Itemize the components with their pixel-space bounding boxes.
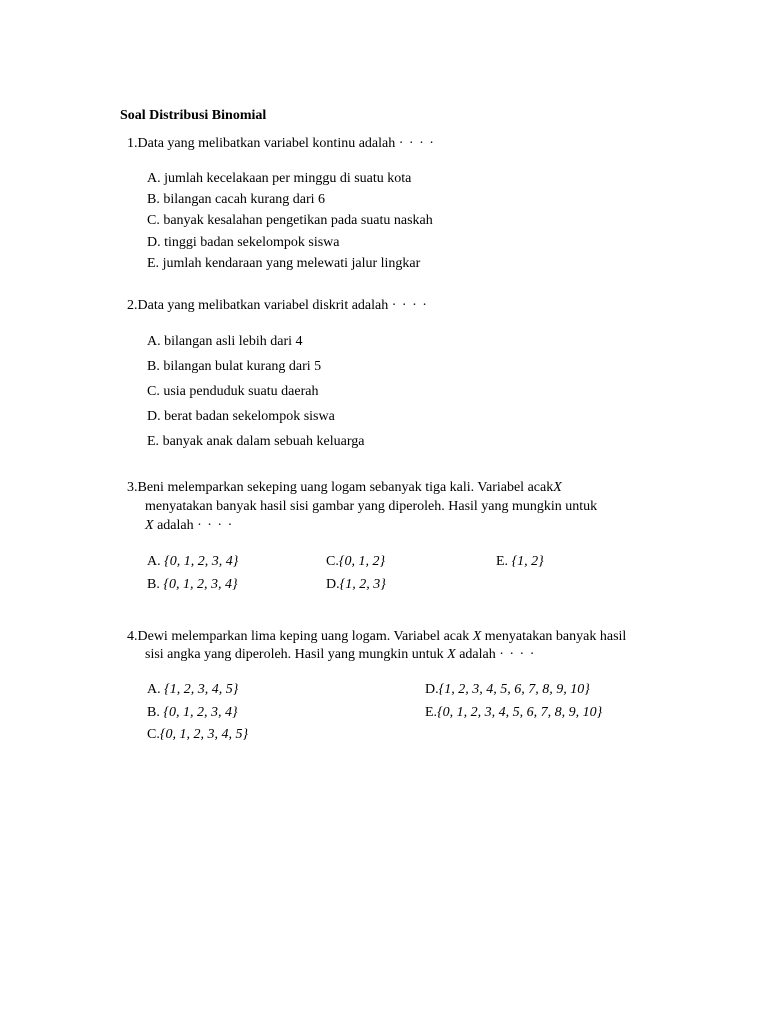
question-number: 4.: [127, 629, 138, 644]
option-letter: C.: [147, 213, 160, 228]
question-text: Dewi melemparkan lima keping uang logam. Variabel acak: [137, 629, 470, 644]
question-text: sisi angka yang diperoleh. Hasil yang mungkin untuk: [145, 647, 444, 662]
question-number: 1.: [127, 136, 138, 151]
option-text: bilangan asli lebih dari 4: [164, 334, 303, 349]
question-3-line-2: menyatakan banyak hasil sisi gambar yang diperoleh. Hasil yang mungkin untuk: [145, 499, 598, 514]
q4-option-a: [147, 681, 238, 699]
q4-option-b: [147, 704, 238, 722]
question-4-line-1: [127, 628, 626, 646]
q2-option-e: [147, 433, 364, 451]
option-letter: A.: [147, 171, 161, 186]
q1-option-b: [147, 191, 325, 209]
option-letter: C.: [326, 554, 339, 569]
option-letter: D.: [147, 235, 161, 250]
ellipsis-dots: · · · ·: [197, 518, 234, 533]
option-text: {0, 1, 2, 3, 4, 5, 6, 7, 8, 9, 10}: [437, 705, 603, 720]
option-text: bilangan bulat kurang dari 5: [163, 359, 322, 374]
option-letter: E.: [496, 554, 509, 569]
question-text: Data yang melibatkan variabel kontinu adalah: [137, 136, 396, 151]
option-letter: E.: [147, 256, 160, 271]
q1-option-d: [147, 234, 340, 252]
question-number: 2.: [127, 298, 138, 313]
option-text: berat badan sekelompok siswa: [164, 409, 335, 424]
q3-option-a: [147, 553, 238, 571]
q3-option-c: [326, 553, 385, 571]
q1-option-a: [147, 170, 411, 188]
option-letter: E.: [147, 434, 160, 449]
option-text: jumlah kecelakaan per minggu di suatu kota: [164, 171, 412, 186]
option-letter: B.: [147, 577, 160, 592]
question-text: Data yang melibatkan variabel diskrit adalah: [137, 298, 389, 313]
option-text: usia penduduk suatu daerah: [163, 384, 319, 399]
question-1: [127, 135, 435, 153]
question-text: menyatakan banyak hasil: [484, 629, 627, 644]
option-text: {1, 2}: [511, 554, 544, 569]
question-number: 3.: [127, 480, 138, 495]
option-letter: A.: [147, 334, 161, 349]
option-letter: B.: [147, 359, 160, 374]
option-letter: E.: [425, 705, 438, 720]
option-letter: B.: [147, 192, 160, 207]
q1-option-e: [147, 255, 420, 273]
option-text: {0, 1, 2}: [338, 554, 386, 569]
option-text: {1, 2, 3, 4, 5}: [164, 682, 239, 697]
question-text: adalah: [157, 518, 194, 533]
variable-x: X: [553, 480, 562, 495]
q2-option-d: [147, 408, 335, 426]
q4-option-c: [147, 726, 248, 744]
question-2: [127, 297, 428, 315]
option-text: {0, 1, 2, 3, 4}: [163, 577, 238, 592]
q2-option-c: [147, 383, 318, 401]
q4-option-d: [425, 681, 590, 699]
ellipsis-dots: · · · ·: [499, 647, 536, 662]
option-letter: A.: [147, 682, 161, 697]
option-text: jumlah kendaraan yang melewati jalur lingkar: [162, 256, 421, 271]
question-4-line-2: [145, 646, 535, 664]
variable-x: X: [472, 629, 482, 644]
ellipsis-dots: · · · ·: [391, 298, 428, 313]
q3-option-d: [326, 576, 386, 594]
ellipsis-dots: · · · ·: [398, 136, 435, 151]
q2-option-a: [147, 333, 303, 351]
option-text: {0, 1, 2, 3, 4, 5}: [159, 727, 249, 742]
option-text: {0, 1, 2, 3, 4}: [163, 705, 238, 720]
option-text: tinggi badan sekelompok siswa: [164, 235, 340, 250]
question-text: Beni melemparkan sekeping uang logam sebanyak tiga kali. Variabel acak: [137, 480, 554, 495]
q2-option-b: [147, 358, 321, 376]
question-3-line-1: [127, 479, 562, 497]
q3-option-b: [147, 576, 238, 594]
option-letter: C.: [147, 384, 160, 399]
option-letter: A.: [147, 554, 161, 569]
option-text: banyak anak dalam sebuah keluarga: [162, 434, 365, 449]
q1-option-c: [147, 212, 433, 230]
option-letter: D.: [425, 682, 439, 697]
variable-x: X: [145, 518, 154, 533]
option-text: {1, 2, 3}: [339, 577, 386, 592]
option-letter: D.: [147, 409, 161, 424]
option-text: banyak kesalahan pengetikan pada suatu naskah: [163, 213, 433, 228]
option-text: {1, 2, 3, 4, 5, 6, 7, 8, 9, 10}: [438, 682, 590, 697]
q4-option-e: [425, 704, 602, 722]
option-letter: D.: [326, 577, 340, 592]
option-text: bilangan cacah kurang dari 6: [163, 192, 326, 207]
question-3-line-3: [145, 517, 233, 535]
variable-x: X: [447, 647, 456, 662]
option-letter: B.: [147, 705, 160, 720]
option-letter: C.: [147, 727, 160, 742]
question-text: adalah: [459, 647, 496, 662]
document-title: Soal Distribusi Binomial: [120, 108, 267, 123]
option-text: {0, 1, 2, 3, 4}: [164, 554, 239, 569]
q3-option-e: [496, 553, 544, 571]
